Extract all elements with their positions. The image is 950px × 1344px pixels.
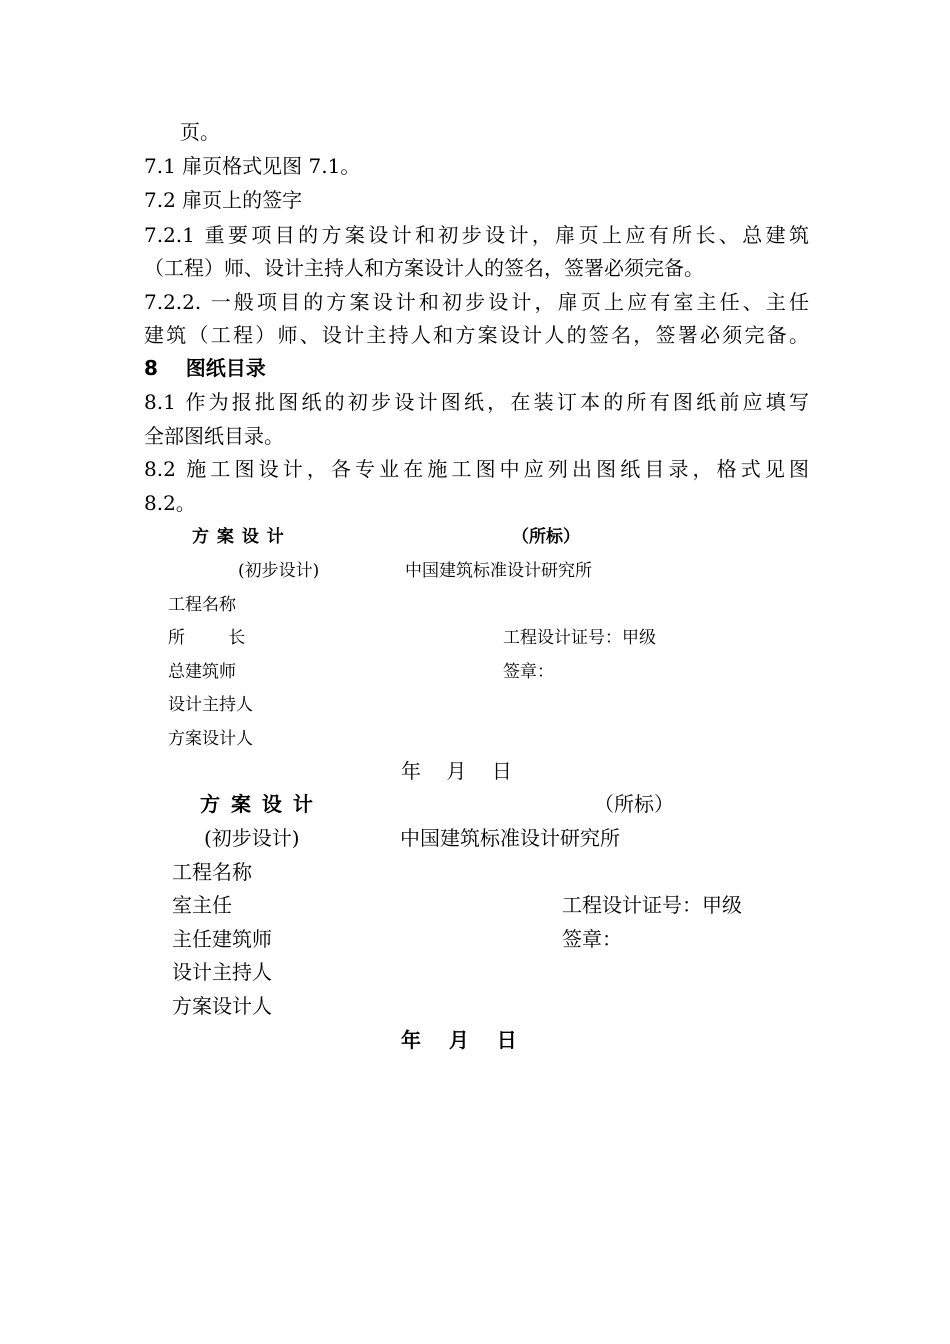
- form1-title: 方 案 设 计: [192, 527, 285, 547]
- form2-institute: 中国建筑标准设计研究所: [400, 826, 620, 850]
- section-7-2-1-line-1: 7.2.1 重要项目的方案设计和初步设计，扉页上应有所长、总建筑: [144, 223, 809, 247]
- section-7-2-2-line-1: 7.2.2. 一般项目的方案设计和初步设计，扉页上应有室主任、主任: [144, 290, 809, 314]
- section-8-2-line-2: 8.2。: [144, 491, 196, 515]
- section-7-2-1-line-2: （工程）师、设计主持人和方案设计人的签名，签署必须完备。: [144, 256, 704, 280]
- form2-office-director: 室主任: [172, 893, 232, 917]
- section-8-1-line-1: 8.1 作为报批图纸的初步设计图纸，在装订本的所有图纸前应填写: [144, 390, 809, 414]
- form2-subtitle: (初步设计): [204, 826, 300, 850]
- form2-suobiao: （所标）: [594, 792, 674, 816]
- form2-scheme-designer: 方案设计人: [172, 994, 272, 1018]
- form2-seal: 签章：: [562, 927, 622, 951]
- section-7-2-heading: 7.2 扉页上的签字: [144, 188, 303, 212]
- form2-certificate: 工程设计证号：甲级: [562, 893, 742, 917]
- section-7-1: 7.1 扉页格式见图 7.1。: [144, 154, 361, 178]
- form2-title: 方 案 设 计: [200, 792, 315, 816]
- section-8-heading: 8 图纸目录: [144, 356, 266, 380]
- paragraph-line: 页。: [180, 120, 220, 144]
- form1-director: 所 长: [168, 628, 246, 648]
- form2-project-name: 工程名称: [172, 860, 252, 884]
- section-7-2-2-line-2: 建筑（工程）师、设计主持人和方案设计人的签名，签署必须完备。: [144, 323, 809, 347]
- form2-design-lead: 设计主持人: [172, 960, 272, 984]
- form1-date: 年 月 日: [401, 759, 512, 783]
- form1-subtitle: (初步设计): [238, 561, 320, 581]
- form1-suobiao: （所标）: [512, 527, 580, 547]
- form1-certificate: 工程设计证号：甲级: [503, 628, 656, 648]
- form1-chief-architect: 总建筑师: [168, 662, 236, 682]
- form1-seal: 签章：: [503, 662, 554, 682]
- section-8-1-line-2: 全部图纸目录。: [144, 424, 284, 448]
- form1-institute: 中国建筑标准设计研究所: [405, 561, 592, 581]
- form1-design-lead: 设计主持人: [168, 695, 253, 715]
- form1-scheme-designer: 方案设计人: [168, 729, 253, 749]
- form2-chief-architect: 主任建筑师: [172, 927, 272, 951]
- form2-date: 年 月 日: [401, 1028, 517, 1052]
- section-8-2-line-1: 8.2 施工图设计，各专业在施工图中应列出图纸目录，格式见图: [144, 457, 809, 481]
- form1-project-name: 工程名称: [168, 595, 236, 615]
